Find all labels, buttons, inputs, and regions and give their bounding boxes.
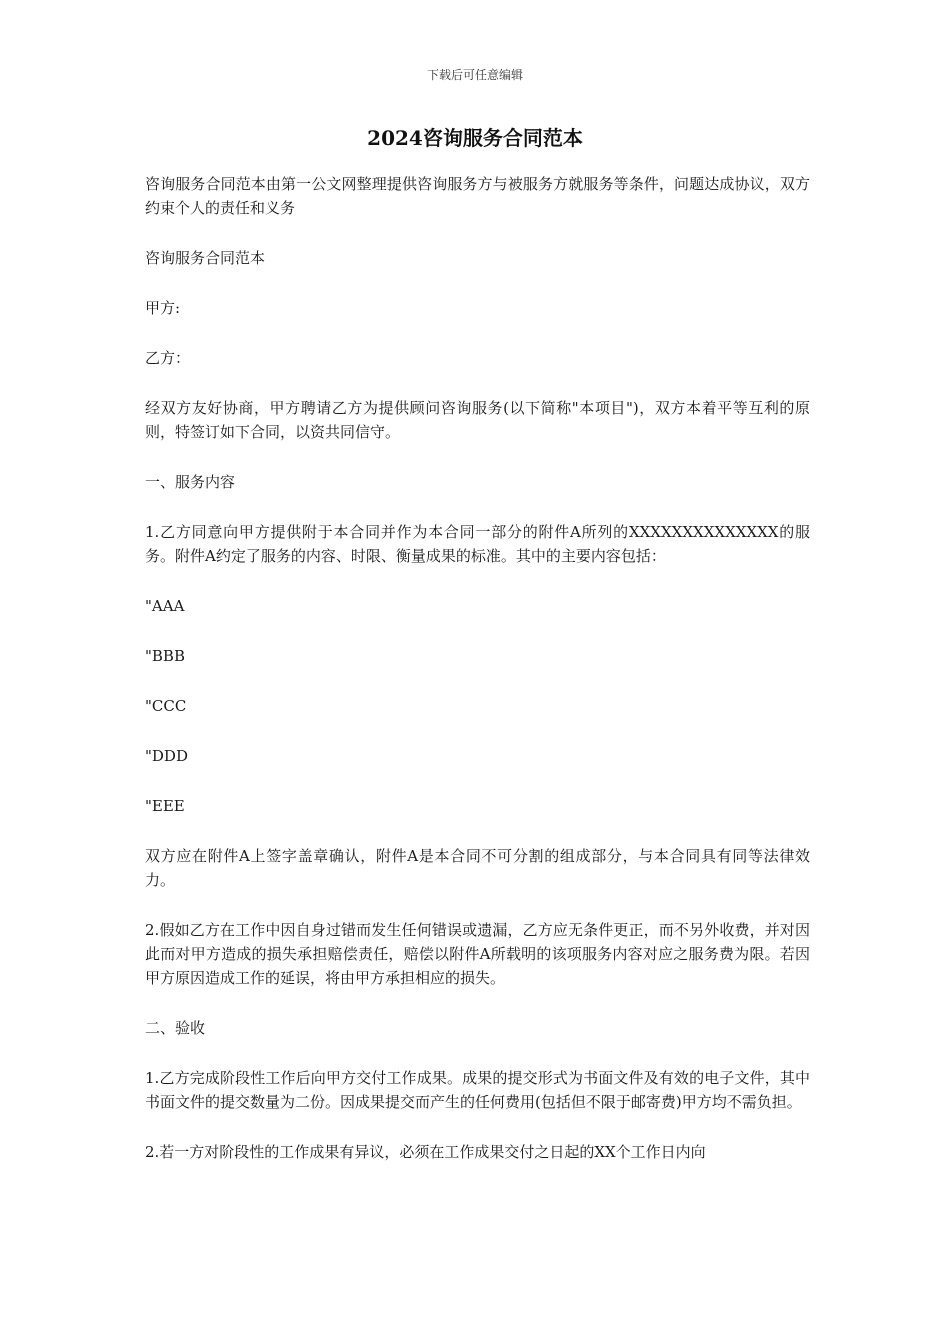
list-item: "DDD [145, 747, 188, 765]
clause-2-1: 1.乙方完成阶段性工作后向甲方交付工作成果。成果的提交形式为书面文件及有效的电子文件，其中书面文件的提交数量为二份。因成果提交而产生的任何费用(包括但不限于邮寄费)甲方均不需负担。 [145, 1069, 810, 1111]
document-title: 2024咨询服务合同范本 [367, 126, 583, 150]
clause-2-2: 2.若一方对阶段性的工作成果有异议，必须在工作成果交付之日起的XX个工作日内向 [145, 1143, 706, 1161]
clause-1-2: 2.假如乙方在工作中因自身过错而发生任何错误或遗漏，乙方应无条件更正，而不另外收费，并对因此而对甲方造成的损失承担赔偿责任，赔偿以附件A所载明的该项服务内容对应之服务费为限。若因甲方原因造成工作的延误，将由甲方承担相应的损失。 [145, 921, 810, 987]
list-item: "AAA [145, 597, 185, 615]
party-a-line: 甲方: [145, 299, 181, 317]
annex-confirmation-paragraph: 双方应在附件A上签字盖章确认，附件A是本合同不可分割的组成部分，与本合同具有同等法律效力。 [145, 847, 810, 889]
preamble-paragraph: 经双方友好协商，甲方聘请乙方为提供顾问咨询服务(以下简称"本项目")，双方本着平等互利的原则，特签订如下合同，以资共同信守。 [145, 399, 810, 441]
party-b-line: 乙方： [145, 349, 191, 367]
clause-1-1: 1.乙方同意向甲方提供附于本合同并作为本合同一部分的附件A所列的XXXXXXXXXXXXXX的服务。附件A约定了服务的内容、时限、衡量成果的标准。其中的主要内容包括： [145, 523, 810, 565]
intro-paragraph: 咨询服务合同范本由第一公文网整理提供咨询服务方与被服务方就服务等条件，问题达成协议，双方约束个人的责任和义务 [145, 175, 810, 217]
section-heading-acceptance: 二、验收 [145, 1019, 206, 1037]
contract-heading: 咨询服务合同范本 [145, 249, 266, 267]
header-note: 下载后可任意编辑 [426, 68, 523, 82]
list-item: "CCC [145, 697, 187, 715]
document-body [145, 172, 810, 1190]
list-item: "EEE [145, 797, 185, 815]
section-heading-service: 一、服务内容 [145, 473, 236, 491]
list-item: "BBB [145, 647, 185, 665]
